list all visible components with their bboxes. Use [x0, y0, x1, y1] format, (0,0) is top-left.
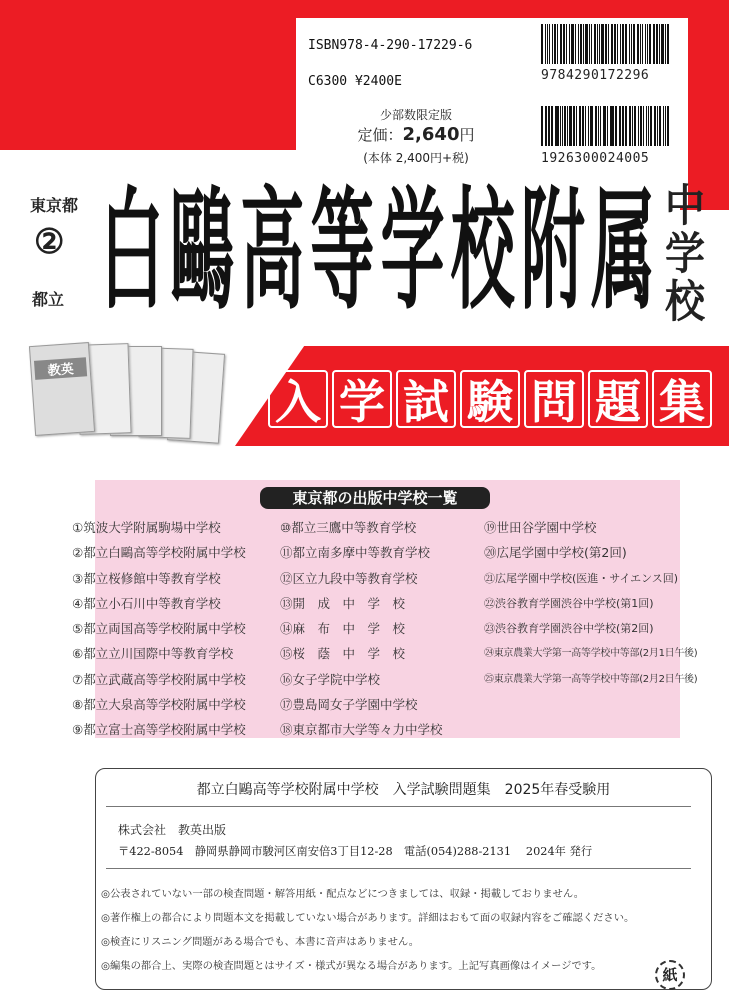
- publisher-name: 株式会社 教英出版: [118, 823, 227, 837]
- barcode-bar: [578, 24, 579, 64]
- barcode-bar: [595, 106, 597, 146]
- barcode-isbn: [541, 24, 671, 64]
- vertical-char: 校: [665, 275, 705, 328]
- barcode-bar: [551, 106, 553, 146]
- barcode-bar: [569, 106, 571, 146]
- exam-collection-banner: [268, 370, 712, 428]
- school-list-item: ⑩都立三鷹中等教育学校: [280, 520, 417, 535]
- barcode-bar: [562, 106, 563, 146]
- barcode-bar: [659, 24, 660, 64]
- barcode-bar: [634, 106, 636, 146]
- barcode-bar: [625, 24, 627, 64]
- barcode-bar: [632, 106, 634, 146]
- school-list-column-3: [484, 515, 697, 692]
- barcode-bar: [622, 24, 624, 64]
- school-list-item: ⑮桜 蔭 中 学 校: [280, 646, 406, 662]
- barcode-bar: [629, 106, 631, 146]
- banner-char: 入: [268, 370, 328, 428]
- banner-char: 問: [524, 370, 584, 428]
- publisher-address: 〒422-8054 静岡県静岡市駿河区南安倍3丁目12-28 電話(054)288-2131 2024年 発行: [118, 845, 593, 858]
- classification-code: C6300 ¥2400E: [308, 74, 402, 89]
- barcode-bar: [548, 106, 550, 146]
- school-list-item: ⑤都立両国高等学校附属中学校: [72, 621, 246, 637]
- price-note: (本体 2,400円+税): [363, 151, 469, 165]
- banner-char: 験: [460, 370, 520, 428]
- barcode-bar: [579, 106, 581, 146]
- barcode-bar: [603, 106, 604, 146]
- barcode-bar: [653, 24, 655, 64]
- school-list-column-1: [72, 515, 246, 743]
- barcode-price-number: 1926300024005: [541, 151, 650, 166]
- barcode-bar: [647, 24, 648, 64]
- barcode-bar: [554, 24, 556, 64]
- colophon-box: [95, 768, 712, 990]
- barcode-bar: [649, 24, 651, 64]
- school-list-item: ⑰豊島岡女子学園中学校: [280, 697, 418, 713]
- yen-label: 円: [459, 126, 475, 144]
- school-list-item: ⑯女子学院中学校: [280, 671, 381, 687]
- barcode-bar: [582, 106, 584, 146]
- barcode-bar: [650, 106, 652, 146]
- barcode-bar: [541, 24, 543, 64]
- banner-char: 集: [652, 370, 712, 428]
- prefecture-label: 東京都: [30, 196, 79, 215]
- barcode-bar: [545, 24, 547, 64]
- title-char: 鷗: [170, 175, 235, 329]
- barcode-bar: [585, 106, 586, 146]
- school-list-item: ⑫区立九段中等教育学校: [280, 570, 418, 586]
- school-list-item: ②都立白鷗高等学校附属中学校: [72, 545, 246, 561]
- thumb-logo: 教英: [34, 357, 87, 380]
- barcode-bar: [556, 106, 558, 146]
- school-list-item: ⑱東京都市大学等々力中学校: [280, 722, 443, 738]
- banner-char: 試: [396, 370, 456, 428]
- barcode-bar: [625, 106, 627, 146]
- paper-recycle-icon: 紙: [655, 960, 685, 990]
- barcode-bar: [657, 106, 658, 146]
- title-char: 校: [450, 175, 515, 329]
- title-char: 高: [240, 175, 305, 329]
- note: ◎著作権上の都合により問題本文を掲載していない場合があります。詳細はおもて面の収録内容をご確認ください。: [101, 912, 635, 924]
- barcode-bar: [564, 106, 566, 146]
- school-list-item: ⑲世田谷学園中学校: [484, 520, 597, 535]
- banner-char: 題: [588, 370, 648, 428]
- barcode-bar: [611, 24, 613, 64]
- barcode-bar: [614, 24, 616, 64]
- barcode-bar: [573, 106, 575, 146]
- barcode-bar: [598, 106, 599, 146]
- barcode-bar: [585, 24, 587, 64]
- barcode-bar: [589, 24, 590, 64]
- school-list-item: ⑧都立大泉高等学校附属中学校: [72, 697, 246, 713]
- barcode-bar: [665, 106, 667, 146]
- title-char: 等: [310, 175, 375, 329]
- barcode-bar: [597, 24, 598, 64]
- barcode-bar: [560, 24, 562, 64]
- barcode-bar: [622, 106, 624, 146]
- barcode-bar: [560, 106, 561, 146]
- school-title: [100, 175, 655, 329]
- barcode-bar: [667, 106, 669, 146]
- vertical-char: 学: [665, 227, 705, 280]
- title-char: 学: [380, 175, 445, 329]
- barcode-bar: [541, 106, 543, 146]
- barcode-bar: [557, 24, 558, 64]
- barcode-bar: [667, 24, 669, 64]
- barcode-bar: [642, 24, 644, 64]
- school-list-item: ⑪都立南多摩中等教育学校: [280, 545, 431, 561]
- school-list-item: ③都立桜修館中等教育学校: [72, 570, 221, 586]
- barcode-bar: [663, 106, 664, 146]
- barcode-bar: [620, 24, 622, 64]
- barcode-bar: [656, 24, 658, 64]
- sample-papers-image: [30, 340, 230, 452]
- school-list-item: ⑳広尾学園中学校(第2回): [484, 545, 627, 561]
- volume-number: ②: [34, 222, 65, 262]
- divider: [106, 806, 691, 807]
- barcode-bar: [643, 106, 645, 146]
- barcode-bar: [566, 24, 568, 64]
- note: ◎編集の都合上、実際の検査問題とはサイズ・様式が異なる場合があります。上記写真画像はイメージです。: [101, 960, 602, 972]
- barcode-bar: [631, 24, 632, 64]
- barcode-bar: [591, 24, 593, 64]
- barcode-bar: [590, 106, 591, 146]
- barcode-bar: [637, 24, 639, 64]
- barcode-bar: [629, 24, 630, 64]
- colophon-title: 都立白鷗高等学校附属中学校 入学試験問題集 2025年春受験用: [196, 782, 611, 798]
- barcode-bar: [646, 106, 647, 146]
- barcode-bar: [640, 106, 642, 146]
- school-list-item: ①筑波大学附属駒場中学校: [72, 520, 221, 535]
- barcode-bar: [575, 24, 577, 64]
- barcode-bar: [555, 106, 556, 146]
- barcode-bar: [645, 24, 646, 64]
- barcode-bar: [633, 24, 635, 64]
- barcode-bar: [588, 106, 589, 146]
- school-list-item: ㉔東京農業大学第一高等学校中等部(2月1日午後): [484, 648, 698, 660]
- barcode-bar: [607, 106, 608, 146]
- barcode-bar: [576, 106, 577, 146]
- title-char: 属: [590, 175, 655, 329]
- banner-char: 学: [332, 370, 392, 428]
- barcode-bar: [661, 24, 663, 64]
- barcode-bar: [600, 106, 601, 146]
- barcode-bar: [583, 24, 584, 64]
- note: ◎検査にリスニング問題がある場合でも、本書に音声はありません。: [101, 936, 420, 948]
- barcode-bar: [594, 24, 596, 64]
- barcode-bar: [654, 106, 656, 146]
- school-list-item: ⑭麻 布 中 学 校: [280, 621, 406, 637]
- barcode-bar: [580, 24, 582, 64]
- school-list-item: ⑥都立立川国際中等教育学校: [72, 646, 234, 662]
- barcode-bar: [617, 24, 618, 64]
- barcode-bar: [552, 24, 554, 64]
- barcode-bar: [640, 24, 641, 64]
- title-char: 附: [520, 175, 585, 329]
- barcode-bar: [604, 106, 606, 146]
- barcode-bar: [615, 106, 617, 146]
- barcode-price: [541, 106, 671, 146]
- barcode-bar: [608, 24, 609, 64]
- barcode-bar: [601, 24, 603, 64]
- barcode-bar: [638, 106, 640, 146]
- barcode-bar: [605, 24, 607, 64]
- school-list-item: ⑨都立富士高等学校附属中学校: [72, 722, 246, 738]
- limited-edition-label: 少部数限定版: [379, 108, 452, 122]
- divider: [106, 868, 691, 869]
- barcode-bar: [665, 24, 666, 64]
- school-list-item: ㉑広尾学園中学校(医進・サイエンス回): [484, 571, 679, 585]
- school-list-item: ⑬開 成 中 学 校: [280, 595, 406, 611]
- barcode-bar: [610, 106, 611, 146]
- price-line: [341, 124, 491, 145]
- barcode-bar: [659, 106, 661, 146]
- title-char: 白: [100, 175, 164, 329]
- price-value: 2,640: [402, 124, 460, 145]
- note: ◎公表されていない一部の検査問題・解答用紙・配点などにつきましては、収録・掲載しておりません。: [101, 888, 585, 900]
- school-list-column-2: [280, 515, 443, 743]
- barcode-bar: [648, 106, 649, 146]
- price-label: 定価：: [357, 126, 403, 144]
- school-list-item: ㉓渋谷教育学園渋谷中学校(第2回): [484, 622, 654, 636]
- barcode-bar: [549, 24, 550, 64]
- barcode-bar: [599, 24, 600, 64]
- school-list-item: ⑦都立武蔵高等学校附属中学校: [72, 671, 246, 687]
- barcode-bar: [545, 106, 547, 146]
- barcode-bar: [563, 24, 565, 64]
- school-list-item: ㉕東京農業大学第一高等学校中等部(2月2日午後): [484, 673, 698, 685]
- barcode-bar: [619, 106, 621, 146]
- school-list-heading: 東京都の出版中学校一覧: [260, 487, 490, 509]
- isbn-text: ISBN978-4-290-17229-6: [308, 38, 473, 53]
- barcode-bar: [591, 106, 593, 146]
- school-list-item: ④都立小石川中等教育学校: [72, 595, 221, 611]
- barcode-bar: [569, 24, 570, 64]
- school-list-item: ㉒渋谷教育学園渋谷中学校(第1回): [484, 596, 654, 610]
- barcode-bar: [547, 24, 548, 64]
- title-vertical-suffix: [660, 179, 710, 328]
- barcode-bar: [571, 24, 573, 64]
- barcode-bar: [567, 106, 568, 146]
- barcode-bar: [611, 106, 613, 146]
- vertical-char: 中: [665, 179, 705, 232]
- barcode-isbn-number: 9784290172296: [541, 68, 650, 83]
- school-type-label: 都立: [32, 290, 65, 309]
